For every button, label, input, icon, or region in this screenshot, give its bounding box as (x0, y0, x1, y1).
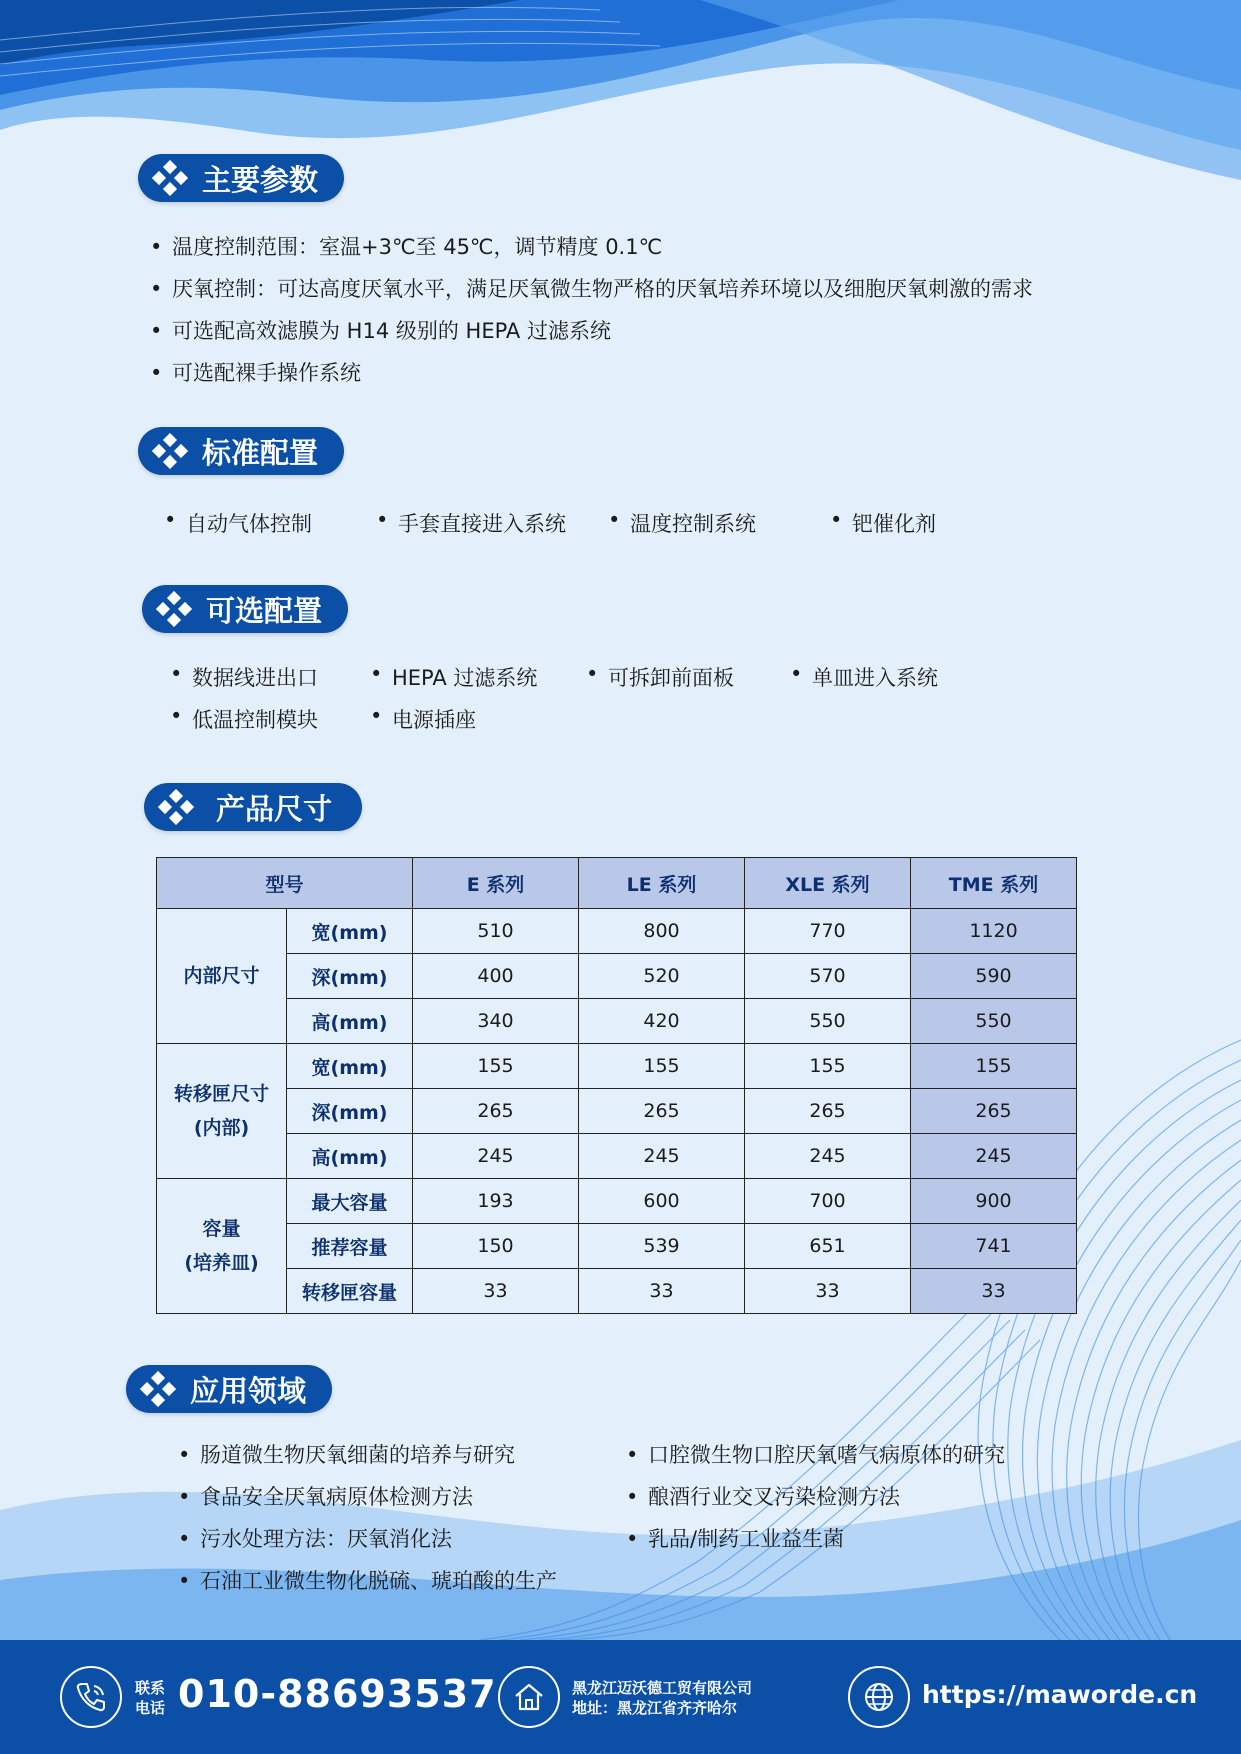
section-params-heading (138, 154, 344, 202)
table-cell: 33 (413, 1269, 579, 1314)
table-cell: 265 (911, 1089, 1077, 1134)
home-icon (512, 1680, 546, 1714)
table-sub-label: 宽(mm) (287, 909, 413, 954)
section-optional-heading (142, 585, 348, 633)
table-cell: 900 (911, 1179, 1077, 1224)
table-cell: 340 (413, 999, 579, 1044)
group-label-line: 转移匣尺寸 (173, 1083, 269, 1105)
table-row (157, 1089, 1077, 1134)
diamond-cluster-icon (140, 1371, 176, 1407)
section-params-title: 主要参数 (202, 162, 319, 197)
table-cell: 265 (413, 1089, 579, 1134)
list-item: • 可选配裸手操作系统 (150, 352, 1033, 394)
table-sub-label: 高(mm) (287, 999, 413, 1044)
section-size-title: 产品尺寸 (216, 791, 333, 826)
list-item: • 可选配高效滤膜为 H14 级别的 HEPA 过滤系统 (150, 310, 1033, 352)
table-cell: 33 (579, 1269, 745, 1314)
section-standard-title: 标准配置 (202, 435, 319, 470)
section-apps-heading (126, 1365, 332, 1413)
diamond-cluster-icon (156, 591, 192, 627)
table-cell: 600 (579, 1179, 745, 1224)
list-item: • 口腔微生物口腔厌氧嗜气病原体的研究 (626, 1434, 1005, 1476)
phone-label-line: 电话 (135, 1699, 166, 1717)
table-row (157, 954, 1077, 999)
list-item: • 厌氧控制：可达高度厌氧水平，满足厌氧微生物严格的厌氧培养环境以及细胞厌氧刺激的需求 (150, 268, 1033, 310)
table-cell: 155 (579, 1044, 745, 1089)
table-sub-label: 深(mm) (287, 954, 413, 999)
table-group-label (157, 1179, 287, 1314)
footer-bar (0, 1640, 1241, 1754)
list-item: • 低温控制模块 (170, 704, 318, 734)
table-cell: 155 (745, 1044, 911, 1089)
table-cell: 539 (579, 1224, 745, 1269)
section-apps-title: 应用领域 (190, 1373, 307, 1408)
table-row (157, 999, 1077, 1044)
list-item: • HEPA 过滤系统 (370, 662, 537, 692)
table-cell: 510 (413, 909, 579, 954)
table-cell: 741 (911, 1224, 1077, 1269)
table-cell: 155 (413, 1044, 579, 1089)
table-cell: 651 (745, 1224, 911, 1269)
globe-icon (862, 1680, 896, 1714)
table-group-label (157, 1044, 287, 1179)
table-cell: 150 (413, 1224, 579, 1269)
list-item: • 污水处理方法：厌氧消化法 (178, 1518, 557, 1560)
table-sub-label: 最大容量 (287, 1179, 413, 1224)
table-cell: 570 (745, 954, 911, 999)
group-label-line: 内部尺寸 (183, 965, 260, 987)
standard-list (164, 508, 1064, 538)
diamond-cluster-icon (158, 789, 194, 825)
table-cell: 33 (745, 1269, 911, 1314)
table-cell: 1120 (911, 909, 1077, 954)
table-cell: 770 (745, 909, 911, 954)
table-cell: 155 (911, 1044, 1077, 1089)
company-name: 黑龙江迈沃德工贸有限公司 (572, 1679, 753, 1697)
list-item: • 单皿进入系统 (790, 662, 938, 692)
list-item: • 石油工业微生物化脱硫、琥珀酸的生产 (178, 1560, 557, 1602)
website-link[interactable]: https://maworde.cn (922, 1680, 1198, 1709)
company-address: 地址：黑龙江省齐齐哈尔 (572, 1699, 738, 1717)
group-label-line: (培养皿) (184, 1252, 259, 1274)
group-label-line: (内部) (193, 1117, 250, 1139)
list-item: • 酿酒行业交叉污染检测方法 (626, 1476, 1005, 1518)
table-group-label (157, 909, 287, 1044)
table-row (157, 1269, 1077, 1314)
table-sub-label: 宽(mm) (287, 1044, 413, 1089)
table-row (157, 1179, 1077, 1224)
table-header-row (157, 858, 1077, 909)
table-row (157, 1134, 1077, 1179)
table-row (157, 1224, 1077, 1269)
table-cell: 400 (413, 954, 579, 999)
table-cell: 550 (745, 999, 911, 1044)
table-cell: 550 (911, 999, 1077, 1044)
phone-label (135, 1678, 165, 1718)
list-item: • 温度控制范围：室温+3℃至 45℃，调节精度 0.1℃ (150, 226, 1033, 268)
table-cell: 245 (745, 1134, 911, 1179)
table-sub-label: 转移匣容量 (287, 1269, 413, 1314)
table-cell: 520 (579, 954, 745, 999)
company-info (572, 1678, 752, 1718)
list-item: • 肠道微生物厌氧细菌的培养与研究 (178, 1434, 557, 1476)
diamond-cluster-icon (152, 160, 188, 196)
table-cell: 265 (579, 1089, 745, 1134)
optional-list-row-2 (170, 704, 1070, 734)
globe-badge (848, 1666, 910, 1728)
table-cell: 33 (911, 1269, 1077, 1314)
table-cell: 420 (579, 999, 745, 1044)
table-sub-label: 深(mm) (287, 1089, 413, 1134)
list-item: • 手套直接进入系统 (376, 508, 566, 538)
table-header-cell: TME 系列 (911, 858, 1077, 909)
list-item: • 乳品/制药工业益生菌 (626, 1518, 1005, 1560)
table-cell: 590 (911, 954, 1077, 999)
phone-icon (74, 1680, 108, 1714)
table-row (157, 1044, 1077, 1089)
list-item: • 电源插座 (370, 704, 476, 734)
table-row (157, 909, 1077, 954)
group-label-line: 容量 (202, 1218, 241, 1240)
table-header-cell: E 系列 (413, 858, 579, 909)
list-item: • 食品安全厌氧病原体检测方法 (178, 1476, 557, 1518)
table-cell: 245 (413, 1134, 579, 1179)
section-size-heading (144, 783, 362, 831)
apps-list-right (626, 1434, 1005, 1560)
home-badge (498, 1666, 560, 1728)
phone-badge (60, 1666, 122, 1728)
table-sub-label: 高(mm) (287, 1134, 413, 1179)
table-cell: 700 (745, 1179, 911, 1224)
phone-label-line: 联系 (135, 1679, 166, 1697)
table-cell: 245 (579, 1134, 745, 1179)
table-header-cell: LE 系列 (579, 858, 745, 909)
list-item: • 温度控制系统 (608, 508, 756, 538)
list-item: • 钯催化剂 (830, 508, 936, 538)
diamond-cluster-icon (152, 433, 188, 469)
optional-list-row-1 (170, 662, 1070, 692)
table-cell: 265 (745, 1089, 911, 1134)
table-cell: 245 (911, 1134, 1077, 1179)
list-item: • 数据线进出口 (170, 662, 318, 692)
table-header-cell: 型号 (157, 858, 413, 909)
list-item: • 可拆卸前面板 (586, 662, 734, 692)
table-header-cell: XLE 系列 (745, 858, 911, 909)
spec-table (156, 857, 1077, 1314)
section-optional-title: 可选配置 (206, 593, 323, 628)
section-standard-heading (138, 427, 344, 475)
phone-number[interactable]: 010-88693537 (178, 1672, 497, 1716)
table-cell: 193 (413, 1179, 579, 1224)
table-cell: 800 (579, 909, 745, 954)
apps-list-left (178, 1434, 557, 1602)
table-sub-label: 推荐容量 (287, 1224, 413, 1269)
params-list (150, 226, 1033, 394)
list-item: • 自动气体控制 (164, 508, 312, 538)
